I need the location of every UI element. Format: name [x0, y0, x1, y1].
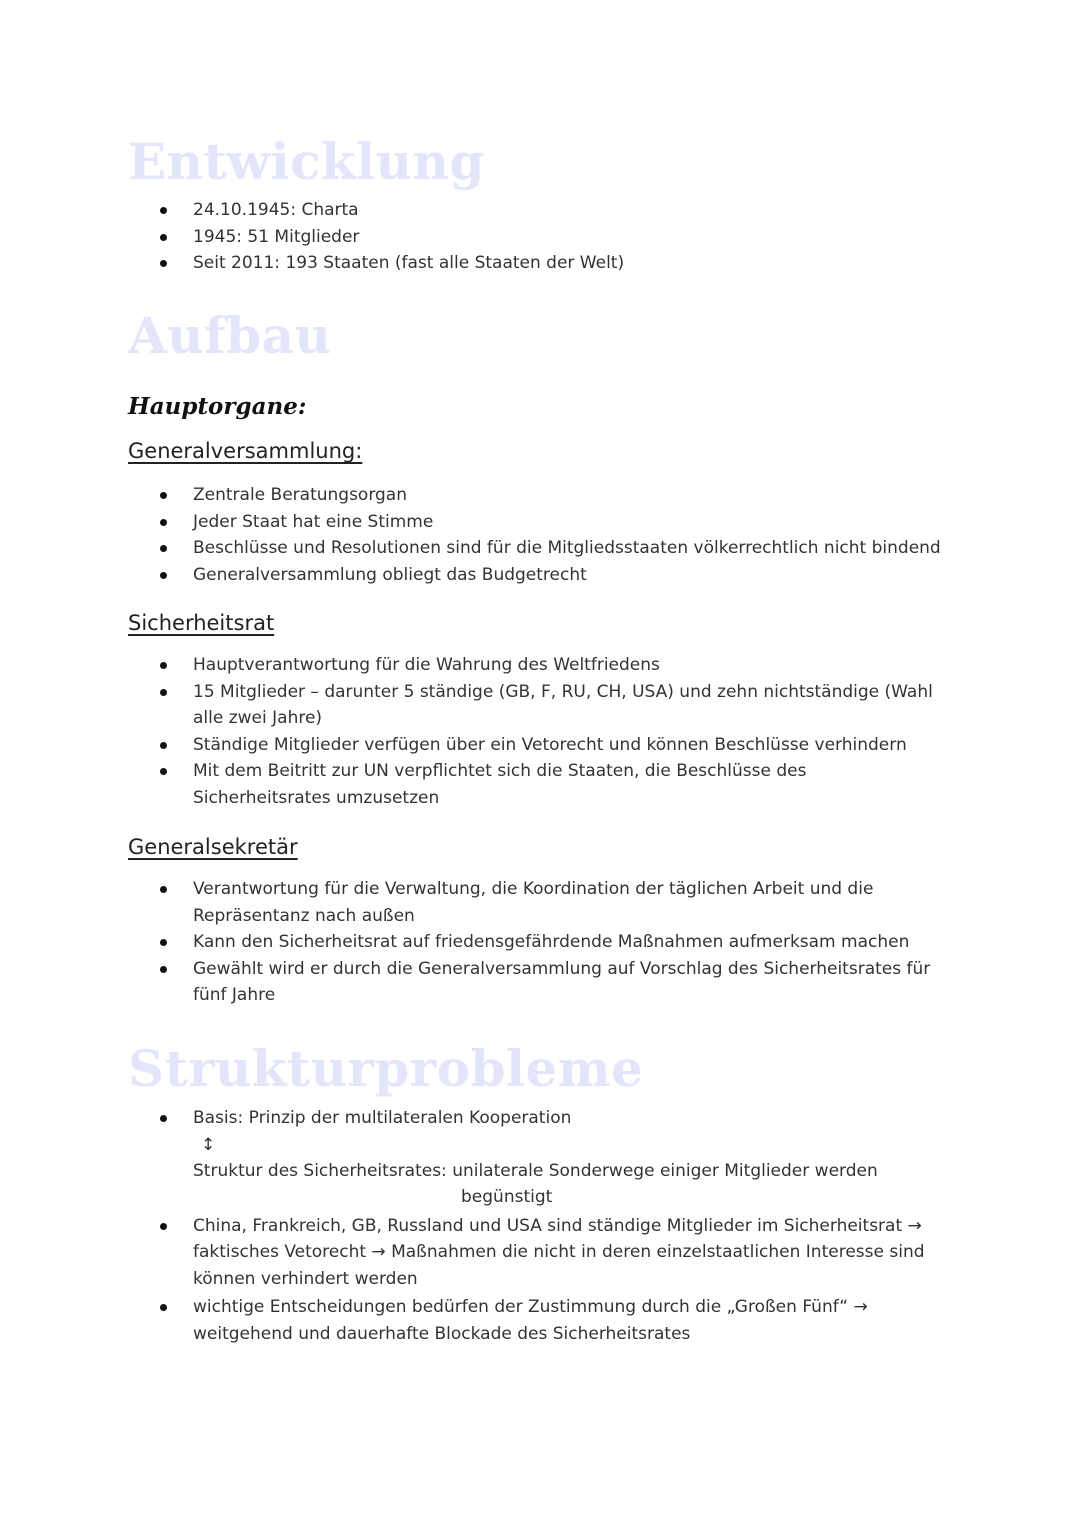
- list-item-line: Basis: Prinzip der multilateralen Kooperation: [193, 1108, 572, 1128]
- list-item: Hauptverantwortung für die Wahrung des Weltfriedens: [0, 652, 953, 679]
- list-item: [0, 1294, 953, 1347]
- list-item: [0, 758, 953, 811]
- list-item: Generalversammlung obliegt das Budgetrecht: [0, 562, 953, 589]
- list-item-line: Gewählt wird er durch die Generalversammlung auf Vorschlag des Sicherheitsrates für: [193, 958, 931, 979]
- list-item: 24.10.1945: Charta: [0, 197, 953, 224]
- list-item: Ständige Mitglieder verfügen über ein Vetorecht und können Beschlüsse verhindern: [0, 732, 953, 759]
- list-item: Jeder Staat hat eine Stimme: [0, 509, 953, 536]
- list-item: [0, 679, 953, 732]
- list-item: Kann den Sicherheitsrat auf friedensgefährdende Maßnahmen aufmerksam machen: [0, 929, 953, 956]
- list-item: [0, 1213, 953, 1293]
- subheading-hauptorgane: Hauptorgane:: [128, 393, 307, 420]
- list-item-line: weitgehend und dauerhafte Blockade des Sicherheitsrates: [193, 1323, 691, 1344]
- list-item: [0, 1105, 953, 1211]
- list-item-line: Sicherheitsrates umzusetzen: [193, 787, 440, 808]
- list-item: Seit 2011: 193 Staaten (fast alle Staaten der Welt): [0, 250, 953, 277]
- list-item: [0, 876, 953, 929]
- list-item: Beschlüsse und Resolutionen sind für die Mitgliedsstaaten völkerrechtlich nicht bindend: [0, 535, 953, 562]
- list-item-line: fünf Jahre: [193, 985, 276, 1005]
- list-item-line: begünstigt: [461, 1187, 553, 1207]
- list-item: 1945: 51 Mitglieder: [0, 224, 953, 251]
- heading-strukturprobleme: Strukturprobleme: [128, 1039, 644, 1098]
- list-item-line: Mit dem Beitritt zur UN verpflichtet sich die Staaten, die Beschlüsse des: [193, 761, 807, 781]
- heading-entwicklung: Entwicklung: [128, 132, 485, 191]
- list-strukturprobleme: [0, 1105, 1080, 1347]
- list-item-line: wichtige Entscheidungen bedürfen der Zustimmung durch die „Großen Fünf“ →: [193, 1297, 868, 1317]
- title-generalsekretaer: Generalsekretär: [128, 835, 298, 859]
- list-item: Zentrale Beratungsorgan: [0, 482, 953, 509]
- list-item-line: faktisches Vetorecht → Maßnahmen die nicht in deren einzelstaatlichen Interesse sind: [193, 1242, 925, 1262]
- list-generalsekretaer: [0, 876, 1080, 1009]
- list-item-line: Struktur des Sicherheitsrates: unilaterale Sonderwege einiger Mitglieder werden: [193, 1160, 878, 1181]
- list-item-line: 15 Mitglieder – darunter 5 ständige (GB, F, RU, CH, USA) und zehn nichtständige (Wahl: [193, 681, 933, 702]
- title-sicherheitsrat: Sicherheitsrat: [128, 611, 275, 635]
- title-generalversammlung: Generalversammlung:: [128, 439, 363, 463]
- list-item-line: Repräsentanz nach außen: [193, 905, 415, 926]
- list-entwicklung: [0, 197, 1080, 277]
- list-item-line: China, Frankreich, GB, Russland und USA sind ständige Mitglieder im Sicherheitsrat →: [193, 1215, 922, 1236]
- list-item: [0, 956, 953, 1009]
- list-sicherheitsrat: [0, 652, 1080, 811]
- heading-aufbau: Aufbau: [128, 306, 332, 365]
- list-item-line: alle zwei Jahre): [193, 708, 323, 728]
- updown-arrow-icon: ↕: [201, 1134, 216, 1155]
- list-item-line: Verantwortung für die Verwaltung, die Koordination der täglichen Arbeit und die: [193, 879, 874, 899]
- list-item-line: können verhindert werden: [193, 1268, 418, 1289]
- list-generalversammlung: [0, 482, 1080, 588]
